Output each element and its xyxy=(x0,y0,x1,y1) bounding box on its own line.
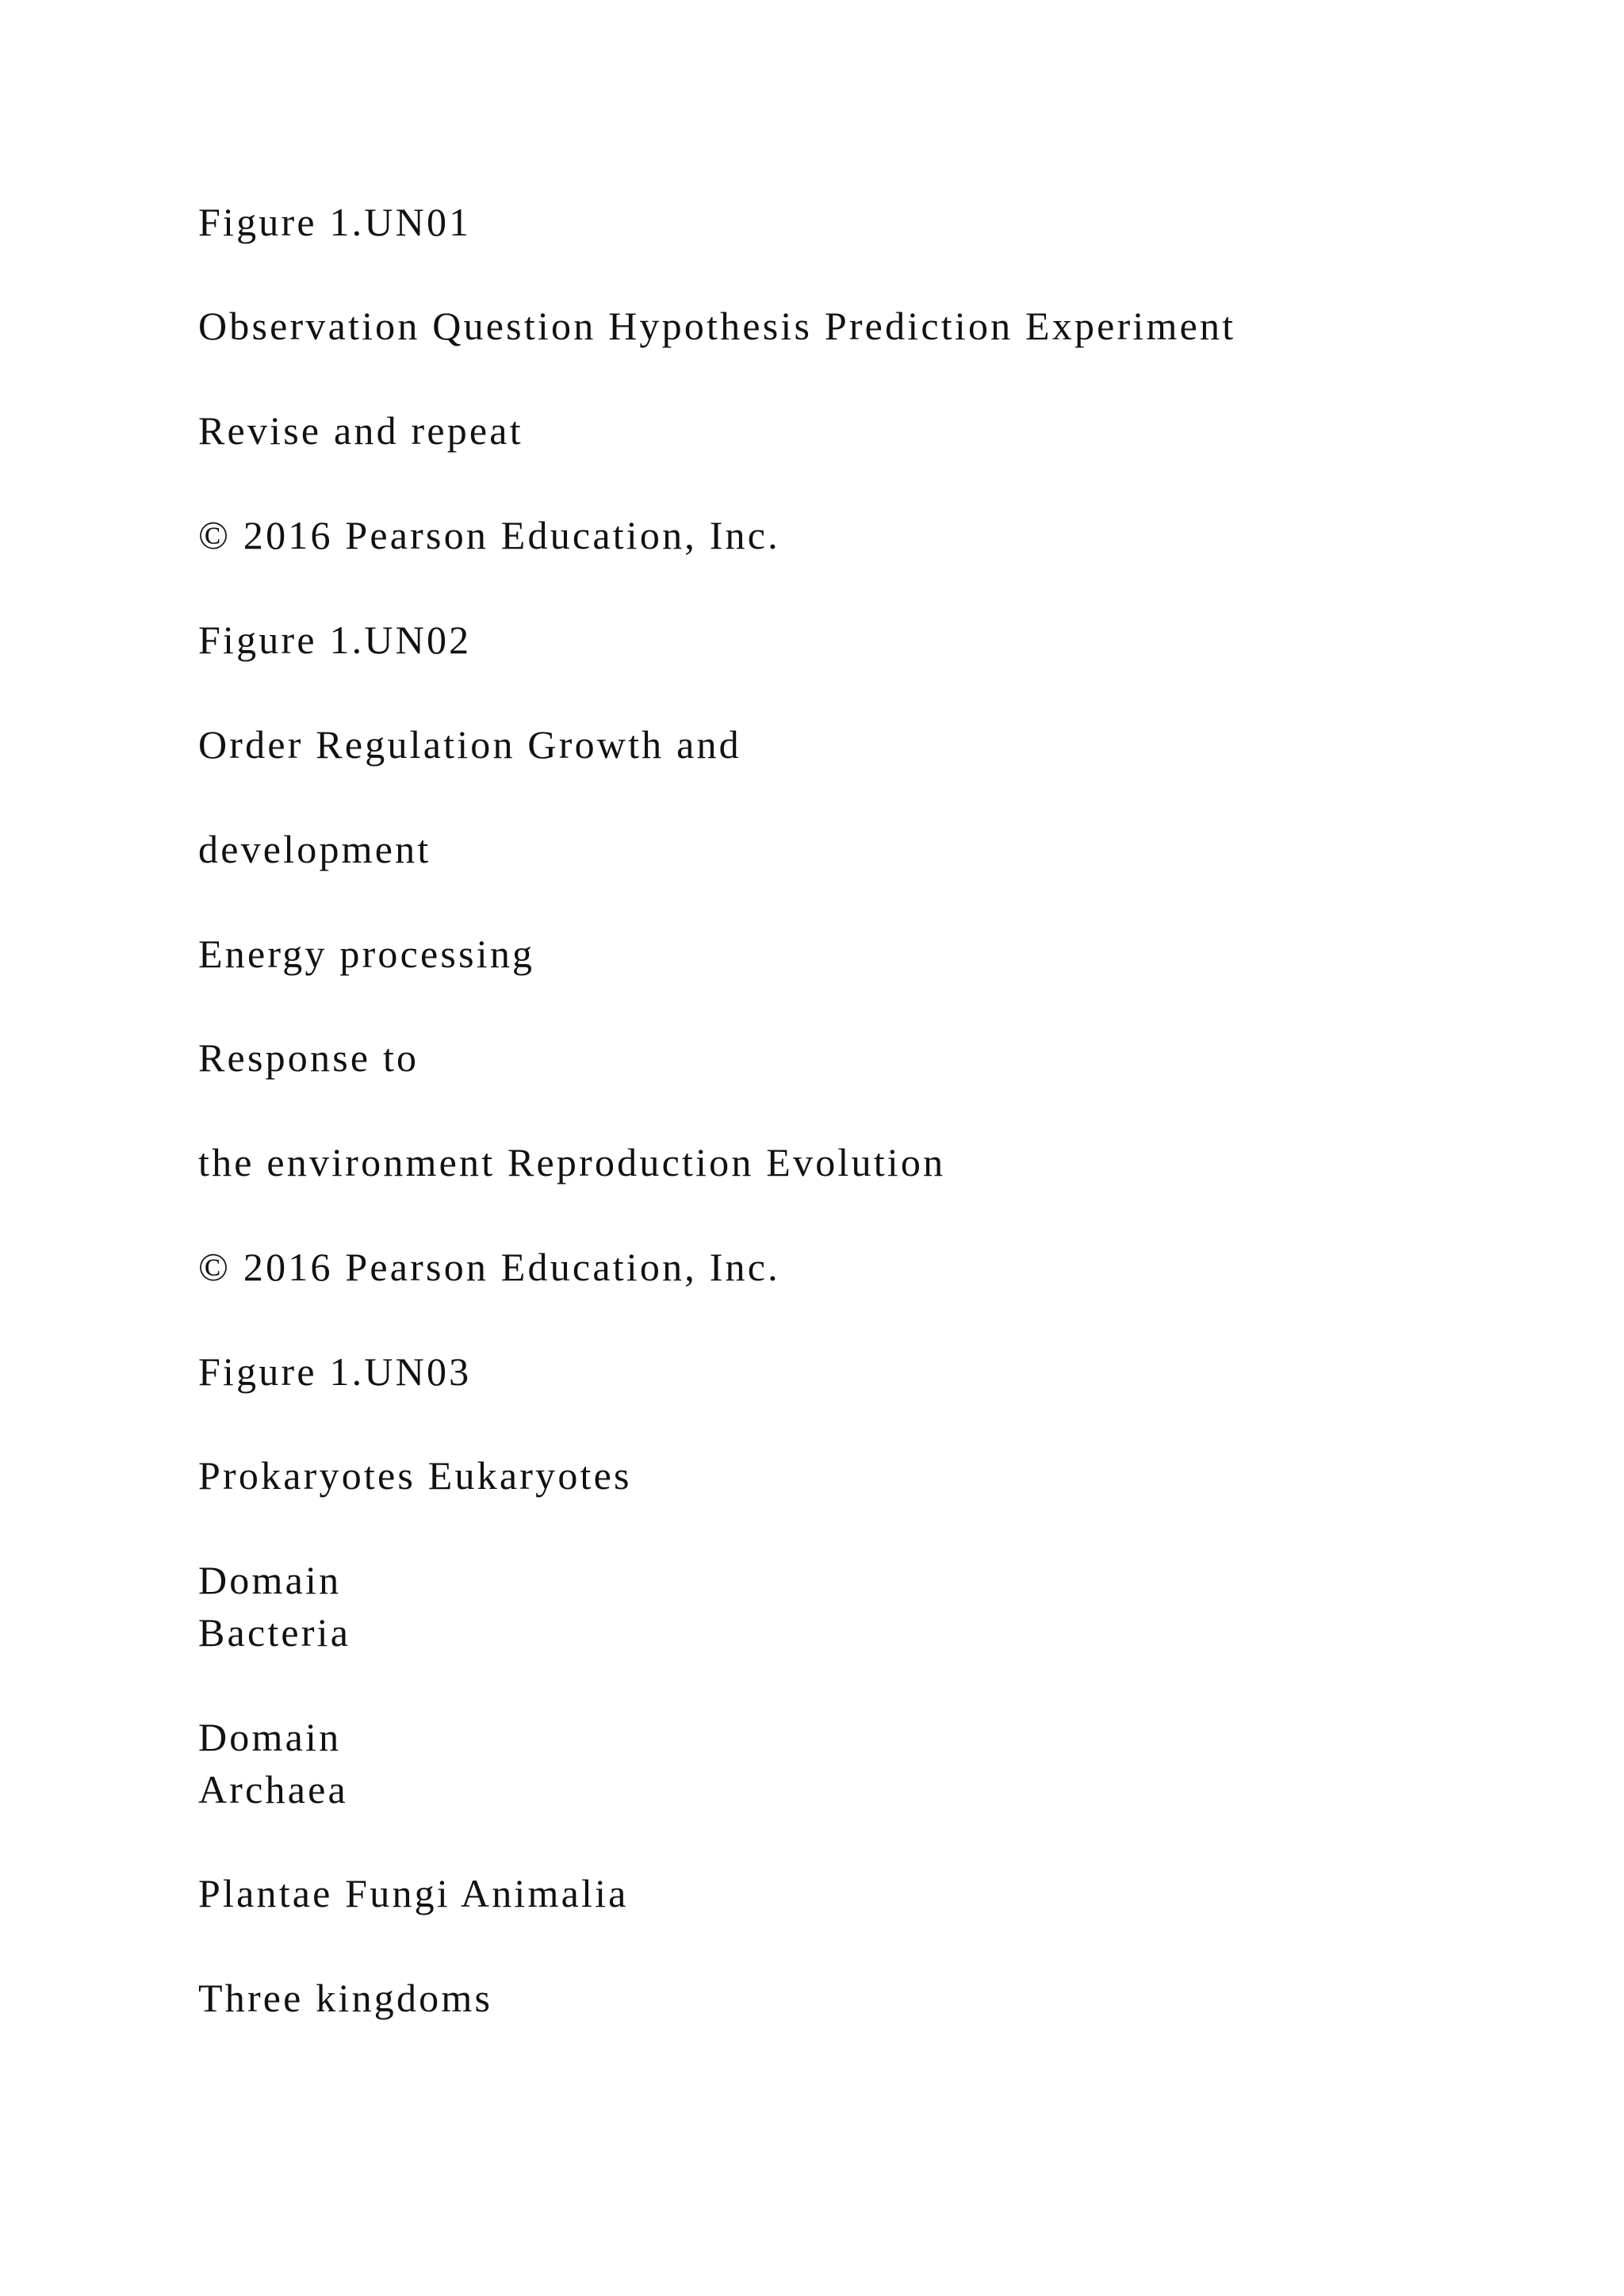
copyright-notice: © 2016 Pearson Education, Inc. xyxy=(198,1245,780,1289)
copyright-notice: © 2016 Pearson Education, Inc. xyxy=(198,513,780,557)
properties-of-life-line-2: development xyxy=(198,827,431,871)
properties-of-life-line-3: Energy processing xyxy=(198,932,535,976)
properties-of-life-line-4: Response to xyxy=(198,1035,419,1080)
three-kingdoms-label: Three kingdoms xyxy=(198,1976,493,2020)
revise-and-repeat-text: Revise and repeat xyxy=(198,408,523,453)
cell-types-line: Prokaryotes Eukaryotes xyxy=(198,1453,632,1498)
domain-archaea-label: Domain Archaea xyxy=(198,1715,348,1812)
figure-1-un02-title: Figure 1.UN02 xyxy=(198,618,472,662)
properties-of-life-line-5: the environment Reproduction Evolution xyxy=(198,1140,946,1184)
scientific-method-steps: Observation Question Hypothesis Prediction Experiment xyxy=(198,304,1236,348)
properties-of-life-line-1: Order Regulation Growth and xyxy=(198,722,741,767)
domain-bacteria-label: Domain Bacteria xyxy=(198,1558,351,1655)
kingdoms-line: Plantae Fungi Animalia xyxy=(198,1871,629,1915)
figure-1-un03-title: Figure 1.UN03 xyxy=(198,1349,472,1394)
figure-1-un01-title: Figure 1.UN01 xyxy=(198,200,472,244)
